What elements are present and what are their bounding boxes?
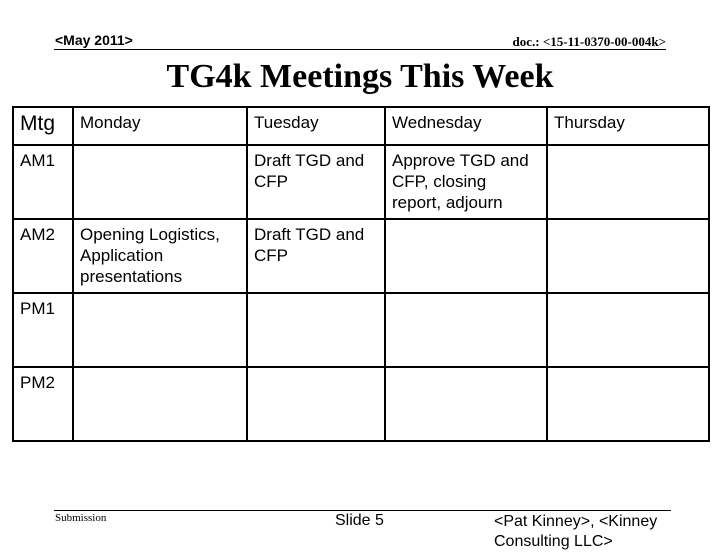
header-doc-id: doc.: <15-11-0370-00-004k> <box>512 34 666 49</box>
table-cell: Draft TGD and CFP <box>247 145 385 219</box>
header-divider <box>54 49 666 50</box>
table-cell <box>247 293 385 367</box>
row-label: PM2 <box>13 367 73 441</box>
table-cell: Opening Logistics, Application presentations <box>73 219 247 293</box>
header-cell-thursday: Thursday <box>547 107 709 145</box>
footer-divider <box>54 510 671 511</box>
header-cell-wednesday: Wednesday <box>385 107 547 145</box>
table-row <box>13 219 709 293</box>
header-cell-tuesday: Tuesday <box>247 107 385 145</box>
header-cell-monday: Monday <box>73 107 247 145</box>
slide-title: TG4k Meetings This Week <box>166 58 554 95</box>
table-row <box>13 145 709 219</box>
table-cell <box>73 145 247 219</box>
footer-slide-number: Slide 5 <box>335 512 384 529</box>
table-cell <box>547 145 709 219</box>
footer-submission: Submission <box>55 512 107 524</box>
table-cell <box>73 293 247 367</box>
table-cell <box>547 293 709 367</box>
table-header-row <box>13 107 709 145</box>
row-label: AM1 <box>13 145 73 219</box>
header-date: <May 2011> <box>55 32 133 48</box>
table-cell: Approve TGD and CFP, closing report, adjourn <box>385 145 547 219</box>
table-cell <box>547 367 709 441</box>
table-cell <box>385 219 547 293</box>
schedule-table <box>12 106 710 442</box>
row-label: AM2 <box>13 219 73 293</box>
table-cell <box>385 293 547 367</box>
table-cell <box>547 219 709 293</box>
footer-author: <Pat Kinney>, <Kinney Consulting LLC> <box>494 513 658 550</box>
table-cell <box>385 367 547 441</box>
row-label: PM1 <box>13 293 73 367</box>
table-cell <box>247 367 385 441</box>
header-cell-mtg: Mtg <box>13 107 73 145</box>
table-row <box>13 293 709 367</box>
table-cell <box>73 367 247 441</box>
table-row <box>13 367 709 441</box>
table-cell: Draft TGD and CFP <box>247 219 385 293</box>
